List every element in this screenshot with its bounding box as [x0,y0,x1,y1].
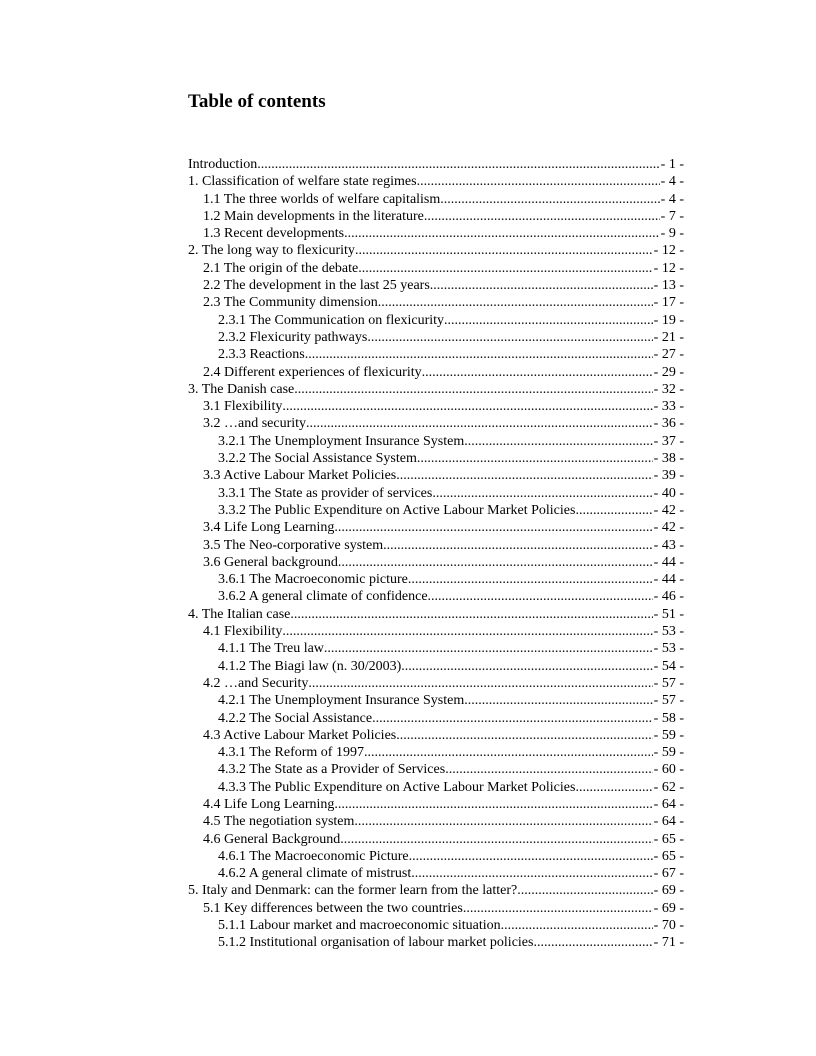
toc-entry-title: 2.2 The development in the last 25 years [203,278,430,294]
dot-leader [340,831,652,848]
toc-entry-page: - 36 - [653,416,684,432]
toc-entry-title: 4.3.3 The Public Expenditure on Active Labour Market Policies [218,779,576,795]
toc-entry[interactable] [188,813,684,830]
toc-entry[interactable] [188,398,684,415]
toc-entry-page: - 59 - [653,727,684,743]
toc-entry[interactable] [188,554,684,571]
toc-entry-page: - 58 - [653,710,684,726]
toc-entry-title: 3. The Danish case [188,381,295,397]
toc-entry-page: - 9 - [660,226,684,242]
toc-entry[interactable] [188,502,684,519]
toc-entry-title: 4.1 Flexibility [203,624,283,640]
toc-entry-title: 4.6.2 A general climate of mistrust [218,866,412,882]
toc-entry-title: 4. The Italian case [188,606,291,622]
toc-entry-title: 4.2.1 The Unemployment Insurance System [218,693,465,709]
dot-leader [401,658,652,675]
toc-entry-title: 1.1 The three worlds of welfare capitalism [203,191,441,207]
dot-leader [290,606,652,623]
toc-entry[interactable] [188,519,684,536]
toc-entry[interactable] [188,537,684,554]
toc-entry-title: 3.2.1 The Unemployment Insurance System [218,433,465,449]
toc-entry-title: 2. The long way to flexicurity [188,243,355,259]
toc-entry[interactable] [188,277,684,294]
toc-entry[interactable] [188,623,684,640]
dot-leader [396,467,652,484]
toc-entry-page: - 64 - [653,796,684,812]
toc-entry-page: - 13 - [653,278,684,294]
toc-entry[interactable] [188,571,684,588]
toc-entry[interactable] [188,658,684,675]
toc-entry-title: 3.3.2 The Public Expenditure on Active Labour Market Policies [218,502,576,518]
toc-entry-page: - 42 - [653,502,684,518]
dot-leader [324,640,653,657]
toc-entry-page: - 69 - [653,900,684,916]
toc-entry-page: - 7 - [660,208,684,224]
toc-entry[interactable] [188,433,684,450]
dot-leader [364,744,653,761]
toc-entry-page: - 53 - [653,624,684,640]
toc-entry-title: 4.2.2 The Social Assistance [218,710,373,726]
toc-entry[interactable] [188,364,684,381]
toc-entry[interactable] [188,208,684,225]
page-title: Table of contents [188,91,326,112]
toc-entry-title: 4.3.1 The Reform of 1997 [218,745,364,761]
dot-leader [334,796,652,813]
dot-leader [432,485,652,502]
toc-entry[interactable] [188,346,684,363]
toc-entry-page: - 62 - [653,779,684,795]
dot-leader [308,675,652,692]
toc-entry-title: 3.5 The Neo-corporative system [203,537,384,553]
toc-entry-title: 1. Classification of welfare state regimes [188,174,417,190]
toc-entry-page: - 4 - [660,174,684,190]
dot-leader [383,537,653,554]
toc-entry-title: 4.5 The negotiation system [203,814,355,830]
dot-leader [417,450,653,467]
toc-entry[interactable] [188,865,684,882]
toc-entry-title: 5. Italy and Denmark: can the former learn from the latter? [188,883,518,899]
toc-entry-title: 3.4 Life Long Learning [203,520,335,536]
toc-entry-page: - 32 - [653,381,684,397]
toc-entry-page: - 53 - [653,641,684,657]
toc-entry-page: - 19 - [653,312,684,328]
toc-entry-title: 4.3.2 The State as a Provider of Services [218,762,446,778]
dot-leader [378,294,653,311]
dot-leader [575,779,652,796]
toc-entry-title: 1.3 Recent developments [203,226,345,242]
dot-leader [355,242,653,259]
dot-leader [463,900,653,917]
document-page [188,88,684,952]
toc-entry[interactable] [188,606,684,623]
toc-entry-page: - 21 - [653,329,684,345]
toc-entry-page: - 70 - [653,918,684,934]
dot-leader [305,346,653,363]
toc-entry-title: 4.6 General Background [203,831,341,847]
toc-entry-title: 1.2 Main developments in the literature [203,208,424,224]
toc-entry-page: - 1 - [660,157,684,172]
toc-entry[interactable] [188,779,684,796]
toc-entry-title: 4.1.2 The Biagi law (n. 30/2003) [218,658,402,674]
toc-entry[interactable] [188,640,684,657]
dot-leader [306,415,653,432]
toc-entry-page: - 71 - [653,935,684,951]
toc-entry-title: 2.3.1 The Communication on flexicurity [218,312,445,328]
toc-entry-title: 3.6 General background [203,554,338,570]
dot-leader [440,191,659,208]
toc-entry-page: - 65 - [653,848,684,864]
toc-entry-page: - 27 - [653,347,684,363]
dot-leader [409,848,653,865]
toc-entry-title: 4.6.1 The Macroeconomic Picture [218,848,409,864]
dot-leader [428,588,653,605]
toc-entry-title: 5.1.1 Labour market and macroeconomic situation [218,918,501,934]
toc-entry[interactable] [188,467,684,484]
toc-entry-page: - 69 - [653,883,684,899]
toc-entry-page: - 44 - [653,572,684,588]
toc-entry-page: - 60 - [653,762,684,778]
toc-entry-title: 4.2 …and Security [203,675,309,691]
toc-entry[interactable] [188,900,684,917]
toc-entry[interactable] [188,796,684,813]
toc-entry-title: 5.1 Key differences between the two countries [203,900,463,916]
toc-entry-page: - 44 - [653,554,684,570]
dot-leader [372,710,653,727]
toc-entry-title: 4.1.1 The Treu law [218,641,324,657]
toc-entry[interactable] [188,225,684,242]
dot-leader [294,381,652,398]
dot-leader [444,312,653,329]
toc-entry-title: 3.6.1 The Macroeconomic picture [218,572,408,588]
toc-entry-page: - 67 - [653,866,684,882]
toc-entry[interactable] [188,312,684,329]
toc-entry-page: - 59 - [653,745,684,761]
dot-leader [334,519,652,536]
toc-entry[interactable] [188,848,684,865]
toc-entry-page: - 40 - [653,485,684,501]
toc-entry[interactable] [188,242,684,259]
toc-entry-title: Introduction [188,157,258,172]
dot-leader [354,813,652,830]
toc-entry-title: 2.3.2 Flexicurity pathways [218,329,368,345]
dot-leader [575,502,652,519]
dot-leader [408,571,653,588]
toc-entry[interactable] [188,727,684,744]
toc-entry[interactable] [188,450,684,467]
dot-leader [257,156,659,173]
toc-entry-title: 3.2.2 The Social Assistance System [218,451,417,467]
toc-entry[interactable] [188,485,684,502]
dot-leader [430,277,653,294]
toc-entry[interactable] [188,710,684,727]
toc-entry-page: - 42 - [653,520,684,536]
dot-leader [358,260,652,277]
dot-leader [396,727,652,744]
toc-entry[interactable] [188,744,684,761]
toc-entry-title: 5.1.2 Institutional organisation of labour market policies [218,935,534,951]
dot-leader [367,329,652,346]
dot-leader [445,761,652,778]
toc-entry-page: - 12 - [653,260,684,276]
toc-entry-title: 4.3 Active Labour Market Policies [203,727,397,743]
toc-entry-page: - 29 - [653,364,684,380]
toc-entry-page: - 46 - [653,589,684,605]
toc-entry[interactable] [188,831,684,848]
toc-entry-title: 2.3 The Community dimension [203,295,378,311]
toc-entry-page: - 65 - [653,831,684,847]
toc-entry-page: - 38 - [653,451,684,467]
table-of-contents [188,156,684,952]
toc-entry[interactable] [188,882,684,899]
dot-leader [424,208,660,225]
toc-entry-page: - 39 - [653,468,684,484]
toc-entry[interactable] [188,692,684,709]
dot-leader [282,398,652,415]
dot-leader [501,917,653,934]
toc-entry-page: - 51 - [653,606,684,622]
dot-leader [411,865,652,882]
dot-leader [533,934,652,951]
toc-entry-title: 2.4 Different experiences of flexicurity [203,364,422,380]
toc-entry[interactable] [188,588,684,605]
toc-entry-title: 3.3 Active Labour Market Policies [203,468,397,484]
toc-entry[interactable] [188,191,684,208]
toc-entry-page: - 12 - [653,243,684,259]
toc-entry[interactable] [188,934,684,951]
toc-entry-page: - 64 - [653,814,684,830]
toc-entry-title: 3.1 Flexibility [203,399,283,415]
dot-leader [282,623,652,640]
toc-entry-page: - 33 - [653,399,684,415]
toc-entry[interactable] [188,415,684,432]
toc-entry[interactable] [188,173,684,190]
toc-entry-title: 3.3.1 The State as provider of services [218,485,433,501]
toc-entry-page: - 4 - [660,191,684,207]
toc-entry-page: - 17 - [653,295,684,311]
toc-entry-page: - 37 - [653,433,684,449]
toc-entry-page: - 57 - [653,693,684,709]
toc-entry[interactable] [188,329,684,346]
toc-entry-title: 3.6.2 A general climate of confidence [218,589,428,605]
toc-entry[interactable] [188,675,684,692]
dot-leader [417,173,660,190]
toc-entry[interactable] [188,156,684,173]
toc-entry-page: - 54 - [653,658,684,674]
toc-entry-page: - 43 - [653,537,684,553]
dot-leader [344,225,660,242]
toc-entry[interactable] [188,917,684,934]
toc-entry[interactable] [188,381,684,398]
dot-leader [338,554,653,571]
toc-entry-title: 3.2 …and security [203,416,307,432]
dot-leader [464,433,652,450]
dot-leader [464,692,652,709]
toc-entry-title: 2.1 The origin of the debate [203,260,359,276]
toc-entry[interactable] [188,761,684,778]
toc-entry-page: - 57 - [653,675,684,691]
toc-entry[interactable] [188,260,684,277]
dot-leader [422,364,653,381]
toc-entry[interactable] [188,294,684,311]
toc-entry-title: 2.3.3 Reactions [218,347,305,363]
toc-entry-title: 4.4 Life Long Learning [203,796,335,812]
dot-leader [517,882,652,899]
